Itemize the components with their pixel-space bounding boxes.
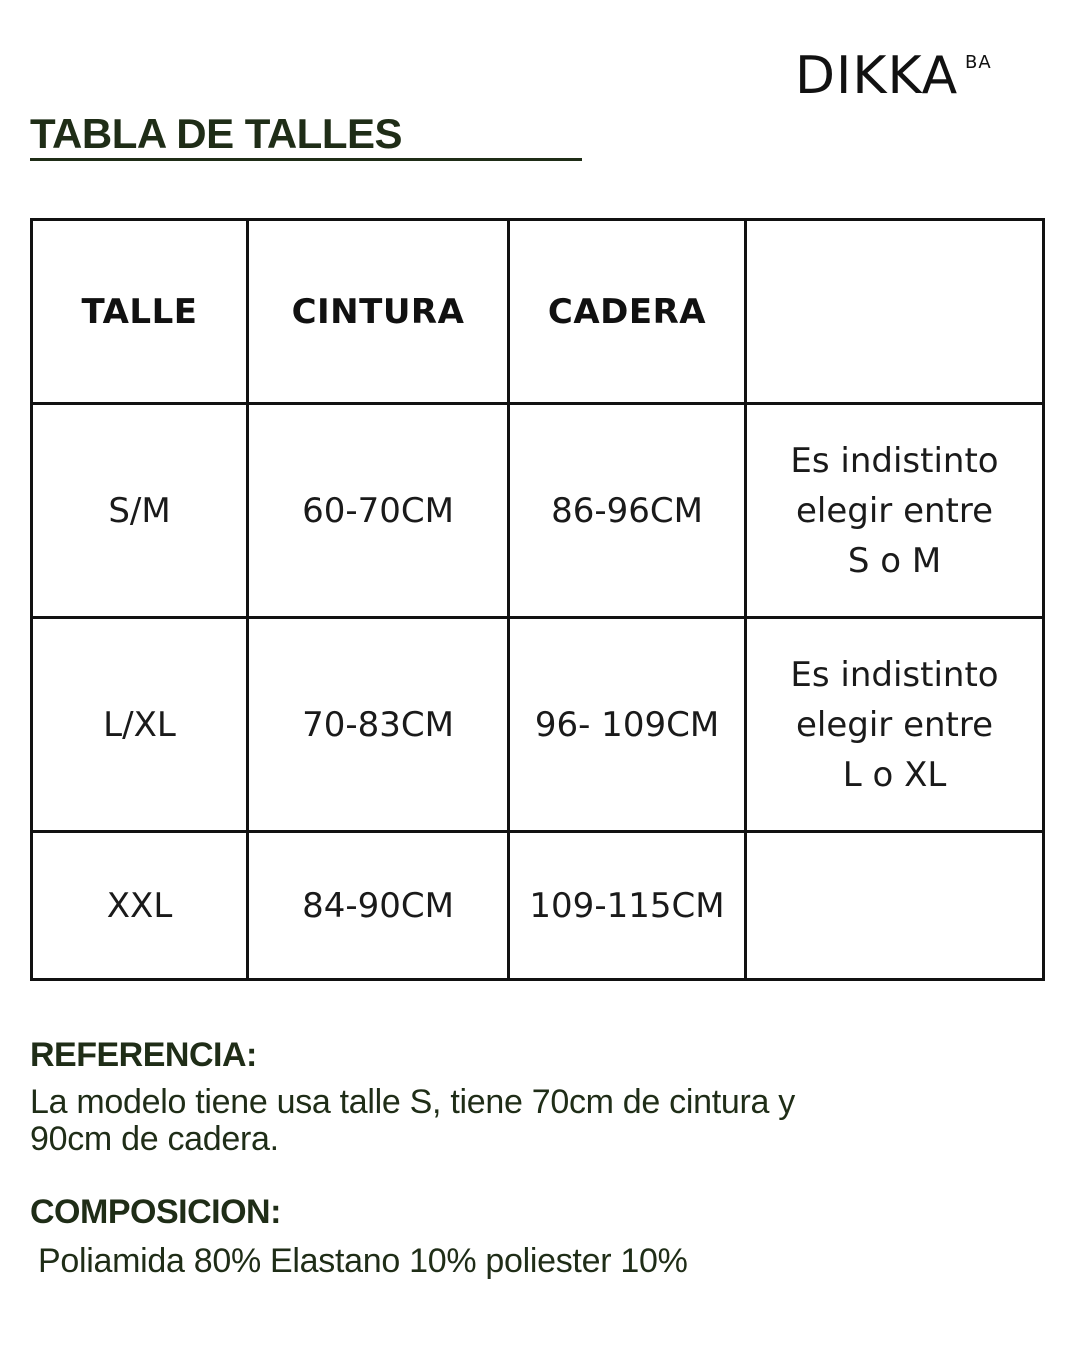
header-talle: TALLE <box>32 220 248 404</box>
note-line: L o XL <box>842 754 947 795</box>
referencia-line: La modelo tiene usa talle S, tiene 70cm de cintura y <box>30 1083 795 1121</box>
note-line: elegir entre <box>795 490 994 531</box>
note-line: Es indistinto <box>790 440 999 481</box>
table-row <box>32 832 1044 980</box>
cell-notes <box>746 404 1044 618</box>
table-row <box>32 618 1044 832</box>
cell-cintura: 70-83CM <box>248 618 509 832</box>
cell-talle: XXL <box>32 832 248 980</box>
cell-notes <box>746 618 1044 832</box>
note-line: S o M <box>847 540 942 581</box>
size-table <box>30 218 1045 981</box>
referencia-line: 90cm de cadera. <box>30 1120 279 1158</box>
cell-cadera: 86-96CM <box>509 404 746 618</box>
table-header-row <box>32 220 1044 404</box>
table-row <box>32 404 1044 618</box>
cell-notes <box>746 832 1044 980</box>
header-cadera: CADERA <box>509 220 746 404</box>
cell-talle: L/XL <box>32 618 248 832</box>
title-underline <box>30 158 582 161</box>
cell-talle: S/M <box>32 404 248 618</box>
header-notes <box>746 220 1044 404</box>
note-line: Es indistinto <box>790 654 999 695</box>
cell-cintura: 84-90CM <box>248 832 509 980</box>
composicion-text: Poliamida 80% Elastano 10% poliester 10% <box>38 1242 688 1280</box>
composicion-heading: COMPOSICION: <box>30 1193 281 1231</box>
header-cintura: CINTURA <box>248 220 509 404</box>
cell-cadera: 96- 109CM <box>509 618 746 832</box>
cell-cadera: 109-115CM <box>509 832 746 980</box>
brand-logo <box>795 46 992 108</box>
referencia-text <box>30 1084 930 1158</box>
brand-name: DIKKA <box>795 46 959 106</box>
brand-superscript: BA <box>965 52 992 73</box>
referencia-heading: REFERENCIA: <box>30 1036 257 1074</box>
note-line: elegir entre <box>795 704 994 745</box>
cell-cintura: 60-70CM <box>248 404 509 618</box>
page-title: TABLA DE TALLES <box>30 110 403 157</box>
